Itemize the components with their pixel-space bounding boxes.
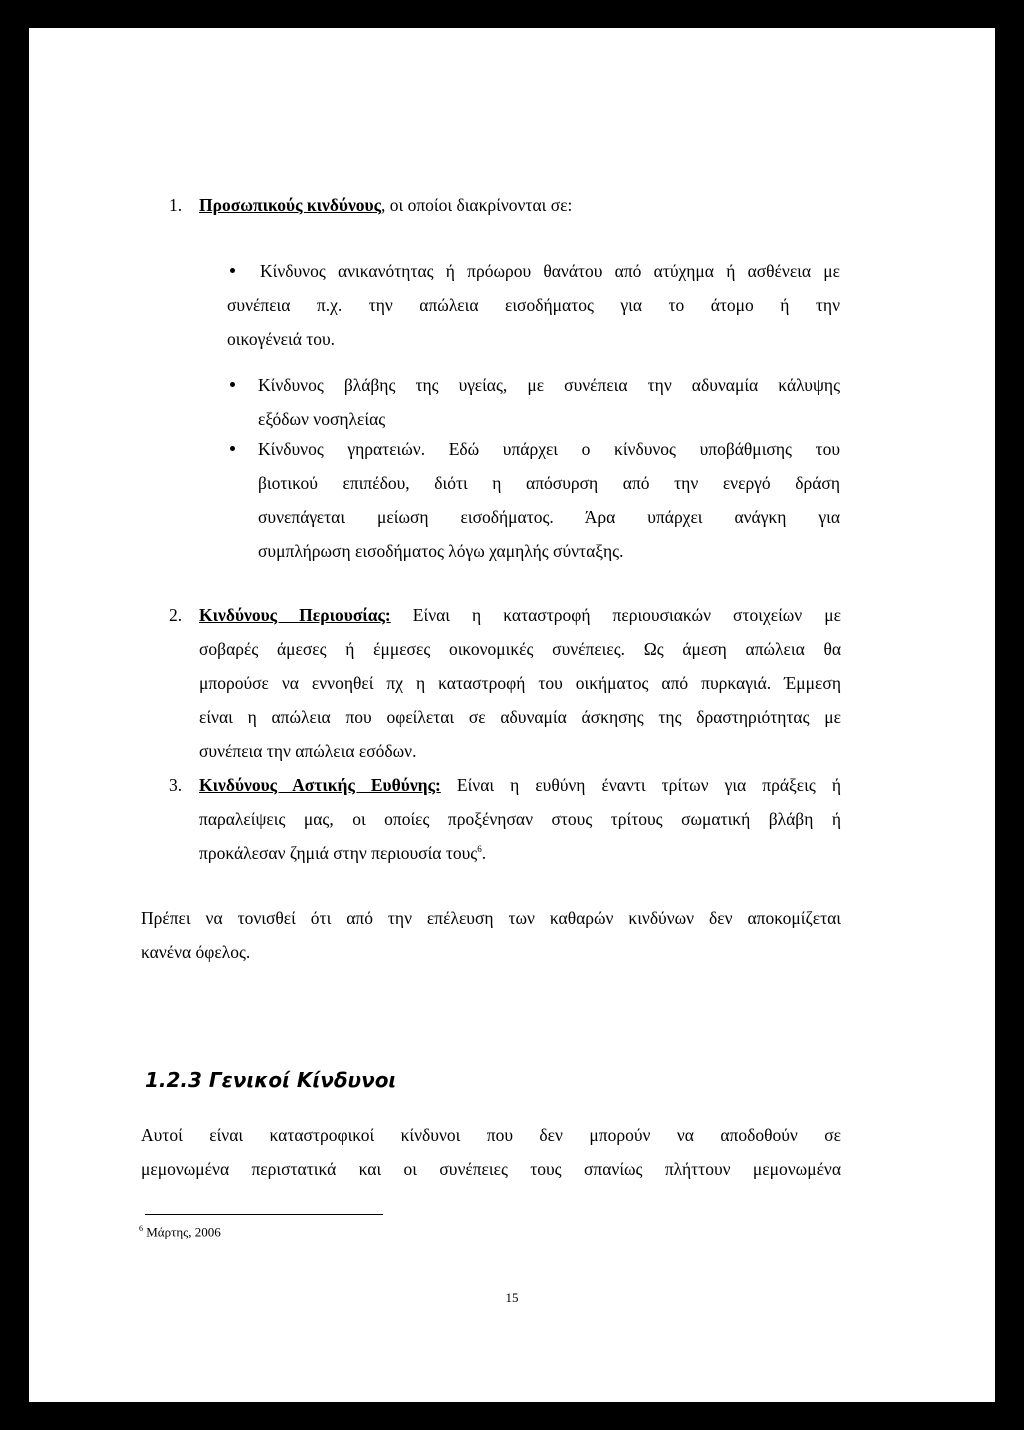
page-number: 15	[505, 1290, 519, 1305]
text-fragment: προκάλεσαν ζημιά στην περιουσία τους	[199, 843, 478, 863]
list-item-text: , οι οποίοι διακρίνονται σε:	[381, 195, 573, 215]
text-line: συνέπεια την απώλεια εσόδων.	[199, 741, 417, 761]
text-line: εξόδων νοσηλείας	[258, 409, 386, 429]
list-number: 2.	[169, 605, 183, 625]
list-item-text: Είναι η καταστροφή περιουσιακών στοιχείων με	[390, 605, 841, 625]
bullet-icon	[230, 446, 235, 451]
text-line: Κίνδυνος βλάβης της υγείας, με συνέπεια την αδυναμία κάλυψης	[258, 375, 840, 395]
text-line: βιοτικού επιπέδου, διότι η απόσυρση από την ενεργό δράση	[258, 473, 840, 493]
list-item-1	[169, 188, 849, 222]
text-line: οικογένειά του.	[227, 329, 336, 349]
list-item-3-continued	[199, 802, 841, 870]
footnote-text: Μάρτης, 2006	[146, 1224, 221, 1240]
footnote-reference: 6	[477, 844, 482, 855]
text-line: συνέπεια π.χ. την απώλεια εισοδήματος για το άτομο ή την	[227, 295, 840, 315]
list-item-text: Είναι η ευθύνη έναντι τρίτων για πράξεις ή	[440, 775, 841, 795]
bullet-item-1-continued	[227, 288, 840, 356]
footnote-mark: 6	[139, 1224, 143, 1233]
text-line: είναι η απώλεια που οφείλεται σε αδυναμία άσκησης της δραστηριότητας με	[199, 707, 841, 727]
footnote	[139, 1224, 221, 1240]
list-number: 1.	[169, 195, 183, 215]
paragraph	[141, 1118, 841, 1186]
list-item-2-continued	[199, 632, 841, 768]
list-item-3	[169, 768, 841, 802]
text-line: παραλείψεις μας, οι οποίες προξένησαν στους τρίτους σωματική βλάβη ή	[199, 809, 841, 829]
text-line	[199, 836, 841, 870]
bullet-icon	[230, 268, 235, 273]
text-line: σοβαρές άμεσες ή έμμεσες οικονομικές συνέπειες. Ως άμεση απώλεια θα	[199, 639, 841, 659]
section-heading: 1.2.3 Γενικοί Κίνδυνοι	[145, 1068, 397, 1092]
text-line: Κίνδυνος γηρατειών. Εδώ υπάρχει ο κίνδυνος υποβάθμισης του	[258, 439, 840, 459]
footnote-divider	[145, 1214, 383, 1215]
text-line: συνεπάγεται μείωση εισοδήματος. Άρα υπάρχει ανάγκη για	[258, 507, 840, 527]
list-item-2	[169, 598, 841, 632]
text-line: κανένα όφελος.	[141, 942, 251, 962]
list-item-title: Προσωπικούς κινδύνους	[199, 195, 382, 215]
text-fragment: .	[481, 843, 487, 863]
text-line: Αυτοί είναι καταστροφικοί κίνδυνοι που δεν μπορούν να αποδοθούν σε	[141, 1125, 841, 1145]
text-line: Πρέπει να τονισθεί ότι από την επέλευση των καθαρών κινδύνων δεν αποκομίζεται	[141, 908, 841, 928]
list-item-title: Κινδύνους Αστικής Ευθύνης:	[199, 775, 441, 795]
list-item-title: Κινδύνους Περιουσίας:	[199, 605, 391, 625]
bullet-icon	[230, 382, 235, 387]
list-number: 3.	[169, 775, 183, 795]
text-line: μεμονωμένα περιστατικά και οι συνέπειες τους σπανίως πλήττουν μεμονωμένα	[141, 1159, 841, 1179]
text-line: Κίνδυνος ανικανότητας ή πρόωρου θανάτου από ατύχημα ή ασθένεια με	[260, 261, 840, 281]
bullet-item-2	[258, 368, 840, 436]
paragraph	[141, 901, 841, 969]
bullet-item-3	[258, 432, 840, 568]
document-page	[29, 28, 995, 1402]
text-line: μπορούσε να εννοηθεί πχ η καταστροφή του οικήματος από πυρκαγιά. Έμμεση	[199, 673, 841, 693]
bullet-item-1	[260, 254, 840, 288]
text-line: συμπλήρωση εισοδήματος λόγω χαμηλής σύνταξης.	[258, 541, 624, 561]
